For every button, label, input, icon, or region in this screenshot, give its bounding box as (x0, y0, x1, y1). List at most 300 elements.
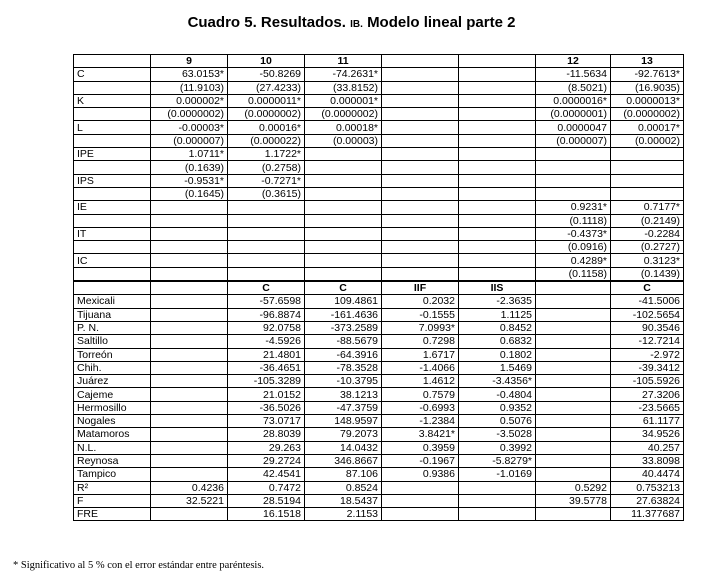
table-cell (228, 227, 305, 240)
row-label (74, 281, 151, 295)
row-label: Tampico (74, 468, 151, 481)
table-cell: 0.0000011* (228, 94, 305, 107)
table-cell: -0.1555 (382, 308, 459, 321)
row-label: Mexicali (74, 295, 151, 308)
table-cell: (0.2758) (228, 161, 305, 174)
table-cell: -0.2284 (611, 227, 684, 240)
table-cell: -0.4373* (536, 227, 611, 240)
table-cell: 1.0711* (151, 148, 228, 161)
table-cell (536, 388, 611, 401)
table-cell (459, 121, 536, 134)
table-cell: -3.4356* (459, 375, 536, 388)
table-cell: -2.972 (611, 348, 684, 361)
table-cell: -78.3528 (305, 361, 382, 374)
row-label (74, 55, 151, 68)
table-cell (536, 187, 611, 200)
table-cell: 0.3959 (382, 441, 459, 454)
row-label (74, 161, 151, 174)
table-cell: 0.000002* (151, 94, 228, 107)
table-cell: 3.8421* (382, 428, 459, 441)
table-cell: -2.3635 (459, 295, 536, 308)
table-cell: 27.3206 (611, 388, 684, 401)
table-cell: 32.5221 (151, 494, 228, 507)
table-cell: 1.1125 (459, 308, 536, 321)
table-cell: 1.1722* (228, 148, 305, 161)
row-label (74, 214, 151, 227)
table-cell: -74.2631* (305, 68, 382, 81)
table-cell: -0.6993 (382, 401, 459, 414)
table-cell: C (305, 281, 382, 295)
table-cell (382, 267, 459, 281)
table-cell: 28.8039 (228, 428, 305, 441)
table-cell: 38.1213 (305, 388, 382, 401)
row-label: FRE (74, 508, 151, 521)
table-row (74, 148, 684, 161)
row-label (74, 134, 151, 147)
row-label: K (74, 94, 151, 107)
row-label: Reynosa (74, 454, 151, 467)
table-cell (305, 148, 382, 161)
table-row (74, 375, 684, 388)
table-cell (151, 401, 228, 414)
table-cell: 1.4612 (382, 375, 459, 388)
row-label: IT (74, 227, 151, 240)
table-cell: 11.377687 (611, 508, 684, 521)
table-cell: -41.5006 (611, 295, 684, 308)
table-cell: 12 (536, 55, 611, 68)
table-cell: 0.4289* (536, 254, 611, 267)
table-cell: -1.4066 (382, 361, 459, 374)
table-cell (151, 441, 228, 454)
table-cell (151, 201, 228, 214)
table-cell: (0.1158) (536, 267, 611, 281)
table-cell (151, 454, 228, 467)
table-cell (382, 227, 459, 240)
table-cell: -96.8874 (228, 308, 305, 321)
table-cell (151, 361, 228, 374)
row-label: L (74, 121, 151, 134)
table-row (74, 321, 684, 334)
table-cell: 0.5076 (459, 415, 536, 428)
table-cell: -5.8279* (459, 454, 536, 467)
table-cell (228, 201, 305, 214)
table-cell: (8.5021) (536, 81, 611, 94)
table-cell (382, 494, 459, 507)
table-cell (536, 361, 611, 374)
table-cell (459, 174, 536, 187)
table-cell (459, 134, 536, 147)
table-cell (536, 375, 611, 388)
row-label: IPE (74, 148, 151, 161)
table-cell: -50.8269 (228, 68, 305, 81)
table-cell: 18.5437 (305, 494, 382, 507)
table-cell: 148.9597 (305, 415, 382, 428)
table-row (74, 428, 684, 441)
table-cell (536, 308, 611, 321)
table-cell: (0.2149) (611, 214, 684, 227)
table-row (74, 415, 684, 428)
table-cell: -105.3289 (228, 375, 305, 388)
table-cell: -64.3916 (305, 348, 382, 361)
table-cell: -4.5926 (228, 335, 305, 348)
table-cell: 0.00018* (305, 121, 382, 134)
table-row (74, 494, 684, 507)
row-label (74, 187, 151, 200)
table-cell: (16.9035) (611, 81, 684, 94)
table-cell: (0.000007) (536, 134, 611, 147)
title-main: Cuadro 5. Resultados. (187, 14, 346, 31)
table-cell: (0.0916) (536, 241, 611, 254)
table-cell: (33.8152) (305, 81, 382, 94)
table-cell (459, 148, 536, 161)
table-cell: 0.3123* (611, 254, 684, 267)
table-cell (151, 375, 228, 388)
row-label: IE (74, 201, 151, 214)
header-row (74, 55, 684, 68)
table-cell (151, 308, 228, 321)
table-cell (305, 201, 382, 214)
table-cell (151, 241, 228, 254)
row-label (74, 241, 151, 254)
table-cell: 0.000001* (305, 94, 382, 107)
table-cell: -92.7613* (611, 68, 684, 81)
table-cell (382, 108, 459, 121)
table-cell: (27.4233) (228, 81, 305, 94)
row-label: Hermosillo (74, 401, 151, 414)
table-cell: 0.5292 (536, 481, 611, 494)
table-cell: 0.0000013* (611, 94, 684, 107)
table-cell: 29.263 (228, 441, 305, 454)
row-label: F (74, 494, 151, 507)
table-cell (536, 174, 611, 187)
table-cell: 61.1177 (611, 415, 684, 428)
table-cell: -1.2384 (382, 415, 459, 428)
row-label: Chih. (74, 361, 151, 374)
table-cell: (0.00002) (611, 134, 684, 147)
table-row (74, 508, 684, 521)
table-cell: 0.2032 (382, 295, 459, 308)
table-cell (459, 241, 536, 254)
table-row (74, 121, 684, 134)
table-cell: (11.9103) (151, 81, 228, 94)
table-cell: (0.1639) (151, 161, 228, 174)
table-cell: 16.1518 (228, 508, 305, 521)
table-cell: 28.5194 (228, 494, 305, 507)
table-cell (459, 108, 536, 121)
table-cell: -0.7271* (228, 174, 305, 187)
table-cell (611, 187, 684, 200)
table-cell (459, 201, 536, 214)
table-cell: (0.00003) (305, 134, 382, 147)
table-row (74, 267, 684, 281)
table-cell (536, 428, 611, 441)
table-row (74, 81, 684, 94)
table-cell (459, 81, 536, 94)
table-cell: 10 (228, 55, 305, 68)
table-row (74, 201, 684, 214)
table-cell (459, 214, 536, 227)
table-cell: 0.00016* (228, 121, 305, 134)
row-label (74, 108, 151, 121)
table-cell: -0.1967 (382, 454, 459, 467)
table-cell (151, 388, 228, 401)
table-cell: 0.0000016* (536, 94, 611, 107)
table-cell (305, 241, 382, 254)
table-cell: 90.3546 (611, 321, 684, 334)
table-cell (536, 348, 611, 361)
table-cell: (0.0000001) (536, 108, 611, 121)
table-cell (459, 227, 536, 240)
table-cell: 42.4541 (228, 468, 305, 481)
row-label: C (74, 68, 151, 81)
table-cell: 63.0153* (151, 68, 228, 81)
table-cell: 13 (611, 55, 684, 68)
table-cell: 92.0758 (228, 321, 305, 334)
table-row (74, 187, 684, 200)
table-cell: 0.3992 (459, 441, 536, 454)
row-label: R² (74, 481, 151, 494)
table-cell (536, 468, 611, 481)
table-cell: C (611, 281, 684, 295)
table-cell: -10.3795 (305, 375, 382, 388)
table-cell (151, 428, 228, 441)
table-cell: 0.1802 (459, 348, 536, 361)
table-cell (536, 454, 611, 467)
footnote: * Significativo al 5 % con el error estándar entre paréntesis. (13, 560, 265, 571)
table-cell: 29.2724 (228, 454, 305, 467)
table-cell (151, 348, 228, 361)
table-cell: 79.2073 (305, 428, 382, 441)
table-cell (536, 335, 611, 348)
table-cell (536, 161, 611, 174)
table-cell: 14.0432 (305, 441, 382, 454)
table-row (74, 401, 684, 414)
table-cell: 0.6832 (459, 335, 536, 348)
table-cell (151, 254, 228, 267)
table-cell: -36.5026 (228, 401, 305, 414)
table-cell (228, 267, 305, 281)
table-cell (459, 55, 536, 68)
table-cell: -36.4651 (228, 361, 305, 374)
table-row (74, 161, 684, 174)
table-row (74, 361, 684, 374)
table-cell (382, 121, 459, 134)
results-table (73, 54, 684, 521)
table-cell (151, 267, 228, 281)
table-cell: (0.0000002) (151, 108, 228, 121)
table-cell (536, 295, 611, 308)
table-cell: (0.1645) (151, 187, 228, 200)
table-cell (536, 415, 611, 428)
table-cell (382, 201, 459, 214)
table-cell: 0.4236 (151, 481, 228, 494)
table-cell: 0.9386 (382, 468, 459, 481)
table-cell (459, 68, 536, 81)
table-cell: 27.63824 (611, 494, 684, 507)
table-cell (611, 161, 684, 174)
table-cell: (0.0000002) (228, 108, 305, 121)
table-cell (151, 415, 228, 428)
table-cell (151, 335, 228, 348)
table-cell (151, 295, 228, 308)
table-cell (305, 161, 382, 174)
table-cell: 33.8098 (611, 454, 684, 467)
table-cell (459, 267, 536, 281)
table-row (74, 68, 684, 81)
table-cell (536, 441, 611, 454)
table-cell (611, 174, 684, 187)
table-cell: -105.5926 (611, 375, 684, 388)
table-cell (382, 68, 459, 81)
row-label: Saltillo (74, 335, 151, 348)
table-row (74, 481, 684, 494)
table-cell (305, 214, 382, 227)
table-cell: 1.5469 (459, 361, 536, 374)
table-row (74, 335, 684, 348)
table-row (74, 441, 684, 454)
table-cell (151, 468, 228, 481)
table-row (74, 94, 684, 107)
table-cell (536, 401, 611, 414)
table-cell: 0.9231* (536, 201, 611, 214)
row-label: IPS (74, 174, 151, 187)
table-row (74, 214, 684, 227)
table-cell: -0.9531* (151, 174, 228, 187)
table-cell: (0.000022) (228, 134, 305, 147)
table-cell: (0.0000002) (305, 108, 382, 121)
table-cell: -373.2589 (305, 321, 382, 334)
row-label: P. N. (74, 321, 151, 334)
table-cell: 40.257 (611, 441, 684, 454)
row-label: Cajeme (74, 388, 151, 401)
table-cell (536, 281, 611, 295)
table-cell (536, 508, 611, 521)
table-cell: -47.3759 (305, 401, 382, 414)
table-cell: 40.4474 (611, 468, 684, 481)
table-cell: 0.8452 (459, 321, 536, 334)
section-header-row (74, 281, 684, 295)
table-cell: -1.0169 (459, 468, 536, 481)
table-cell (459, 481, 536, 494)
row-label: IC (74, 254, 151, 267)
row-label: Juárez (74, 375, 151, 388)
table-cell: 0.7298 (382, 335, 459, 348)
table-row (74, 454, 684, 467)
table-cell (459, 161, 536, 174)
table-cell: -39.3412 (611, 361, 684, 374)
table-cell: 0.00017* (611, 121, 684, 134)
table-cell (151, 281, 228, 295)
table-cell: 0.7472 (228, 481, 305, 494)
row-label (74, 81, 151, 94)
table-cell: -3.5028 (459, 428, 536, 441)
table-cell: 1.6717 (382, 348, 459, 361)
table-cell (382, 94, 459, 107)
table-cell: 7.0993* (382, 321, 459, 334)
table-row (74, 174, 684, 187)
table-cell: IIF (382, 281, 459, 295)
table-cell: (0.1118) (536, 214, 611, 227)
table-cell: IIS (459, 281, 536, 295)
table-cell (382, 241, 459, 254)
table-cell (305, 187, 382, 200)
table-cell: 0.753213 (611, 481, 684, 494)
table-cell (228, 214, 305, 227)
table-cell: 9 (151, 55, 228, 68)
table-cell: (0.0000002) (611, 108, 684, 121)
table-cell: -0.4804 (459, 388, 536, 401)
table-cell (382, 174, 459, 187)
table-cell: 21.0152 (228, 388, 305, 401)
table-row (74, 254, 684, 267)
table-cell (382, 161, 459, 174)
table-cell: 346.8667 (305, 454, 382, 467)
table-cell: -161.4636 (305, 308, 382, 321)
table-cell: -11.5634 (536, 68, 611, 81)
table-cell: C (228, 281, 305, 295)
table-row (74, 348, 684, 361)
table-cell: -0.00003* (151, 121, 228, 134)
table-cell: -12.7214 (611, 335, 684, 348)
row-label (74, 267, 151, 281)
table-title (0, 14, 703, 31)
table-cell (382, 254, 459, 267)
row-label: Matamoros (74, 428, 151, 441)
table-row (74, 388, 684, 401)
table-cell (459, 494, 536, 507)
table-cell (382, 508, 459, 521)
table-cell (611, 148, 684, 161)
table-cell: 34.9526 (611, 428, 684, 441)
table-cell: -57.6598 (228, 295, 305, 308)
row-label: Torreón (74, 348, 151, 361)
table-cell (382, 148, 459, 161)
table-cell (382, 81, 459, 94)
table-cell: 87.106 (305, 468, 382, 481)
table-cell (536, 148, 611, 161)
table-cell: 21.4801 (228, 348, 305, 361)
title-small: IB. (350, 19, 363, 30)
table-cell: 2.1153 (305, 508, 382, 521)
title-rest: Modelo lineal parte 2 (367, 14, 516, 31)
table-row (74, 227, 684, 240)
table-cell (305, 267, 382, 281)
table-cell: -88.5679 (305, 335, 382, 348)
table-row (74, 241, 684, 254)
table-cell (382, 187, 459, 200)
row-label: Tijuana (74, 308, 151, 321)
table-cell: 73.0717 (228, 415, 305, 428)
table-cell: 0.0000047 (536, 121, 611, 134)
table-cell: 39.5778 (536, 494, 611, 507)
table-cell (382, 134, 459, 147)
table-cell: (0.3615) (228, 187, 305, 200)
table-cell: (0.2727) (611, 241, 684, 254)
table-cell (382, 214, 459, 227)
table-cell: -23.5665 (611, 401, 684, 414)
table-cell (382, 55, 459, 68)
table-cell (151, 508, 228, 521)
table-cell: 0.7177* (611, 201, 684, 214)
table-cell (459, 508, 536, 521)
table-cell (305, 254, 382, 267)
table-cell: -102.5654 (611, 308, 684, 321)
table-cell: 109.4861 (305, 295, 382, 308)
table-cell (536, 321, 611, 334)
table-row (74, 295, 684, 308)
table-cell: (0.000007) (151, 134, 228, 147)
table-row (74, 108, 684, 121)
